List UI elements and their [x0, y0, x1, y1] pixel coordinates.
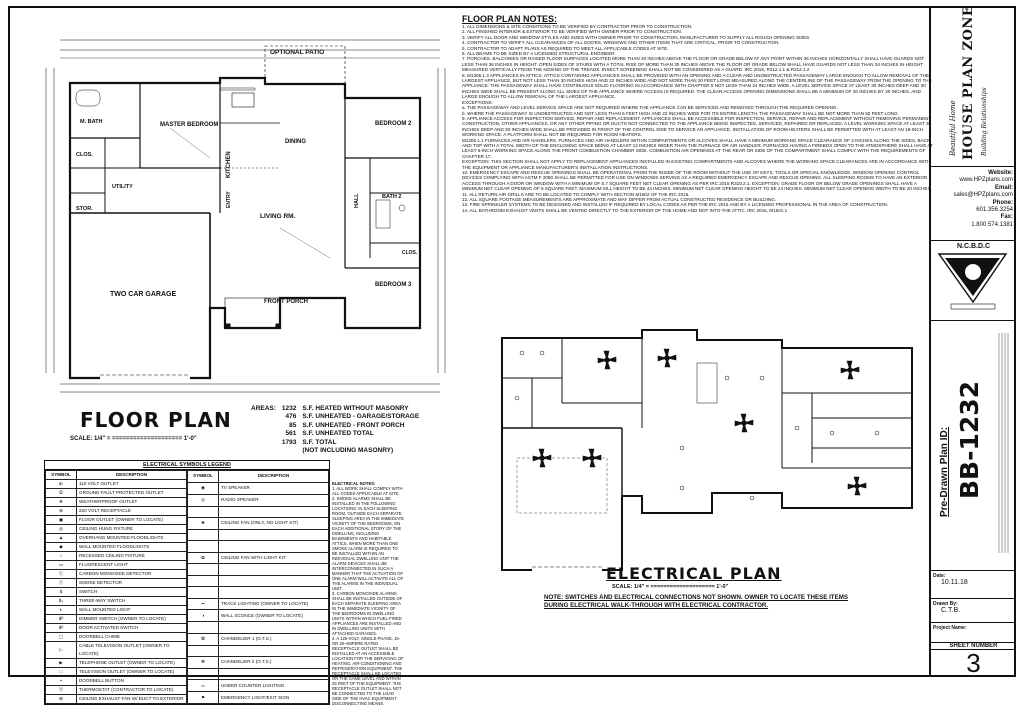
electrical-plan-title: ELECTRICAL PLAN — [606, 564, 782, 583]
legend-title: ELECTRICAL SYMBOLS LEGEND — [45, 461, 329, 470]
legend-row — [46, 543, 187, 552]
legend-symbol-icon — [188, 668, 219, 679]
area-value: 85 — [289, 421, 297, 429]
note-item: 7. PORCHES, BALCONIES OR RAISED FLOOR SURFACES LOCATED MORE THAN 30 INCHES ABOVE THE FLOOR OR GRADE BELOW AT ANY POINT WITHIN 36 INCHES HORIZONTALLY SHALL HAVE GUARDS NOT LESS THAN 36 INCHES IN HEIGHT. OPEN SIDES OF STAIRS WITH A TOTAL RISE OF MORE THAN 30 INCHES ABOVE THE FLOOR OR GRADE BELOW SHALL HAVE GUARDS NOT LESS THAN 34 INCHES IN HEIGHT MEASURED VERTICALLY FROM THE NOSING OF THE TREADS. INSECT SCREENING SHALL NOT BE CONSIDERED AS A GUARD. IRC 2015, R312.1.1 & R312.1.2 — [462, 56, 925, 73]
floor-plan-title: FLOOR PLAN — [80, 408, 232, 432]
legend-symbol-icon: ▲ — [46, 534, 77, 543]
legend-description — [219, 575, 329, 586]
legend-description: WALL SCONCE (OWNER TO LOCATE) — [219, 610, 329, 622]
ncbdc-label: N.C.B.D.C — [956, 243, 991, 250]
legend-description — [219, 645, 329, 656]
legend-symbol-icon: ◉ — [188, 482, 219, 494]
legend-description: DOORBELL BUTTON — [77, 677, 187, 686]
legend-description: OVERHANG MOUNTED FLOODLIGHTS — [77, 534, 187, 543]
legend-symbol-icon: ▭ — [46, 561, 77, 570]
legend-row — [188, 656, 329, 668]
legend-row — [188, 610, 329, 622]
area-desc: S.F. HEATED WITHOUT MASONRY — [302, 405, 409, 412]
legend-symbol-icon: ❀ — [188, 518, 219, 530]
room-entry: ENTRY — [226, 191, 232, 208]
legend-row — [188, 529, 329, 540]
legend-row — [46, 588, 187, 597]
email-label: Email: — [994, 184, 1013, 191]
legend-symbol-icon: ✿ — [188, 552, 219, 564]
drawing-sheet — [8, 5, 1016, 706]
note-item: a. THE PASSAGEWAY AND LEVEL SERVICE SPACE ARE NOT REQUIRED WHERE THE APPLIANCE CAN BE SERVICED AND REMOVED THROUGH THE REQUIRED OPENING. — [462, 105, 838, 111]
legend-symbol-icon: Ⓣ — [46, 686, 77, 695]
room-storage: STOR. — [76, 206, 93, 212]
ncbdc-box — [931, 240, 1016, 320]
room-living: LIVING RM. — [260, 213, 296, 220]
brand-bottom: Building Relationships — [981, 87, 988, 156]
legend-symbol-icon: ○ — [46, 552, 77, 561]
area-desc: S.F. TOTAL — [302, 438, 337, 446]
title-block — [929, 6, 1016, 677]
room-hall: HALL — [354, 193, 360, 208]
note-item: 11. ALL RETURN AIR GRILLS ARE TO BE LOCATED TO COMPLY WITH SECTION M1602 OF THE IRC 2015. — [462, 191, 690, 197]
note-item: 9. APPLIANCE ACCESS FOR INSPECTION SERVICE, REPAIR AND REPLACEMENT. APPLIANCES SHALL BE ACCESSIBLE FOR INSPECTION, SERVICE, REPAIR AND REPLACEMENT WITHOUT REMOVING PERMANENT CONSTRUCTION, OTHER APPLIANCES, OR ANY OTHER PIPING OR DUCTS NOT CONNECTED TO THE APPLIANCE BEING INSPECTED, SERVICED, REPAIRED OR REPLACED. A LEVEL WORKING SPACE AT LEAST 30 INCHES DEEP AND 30 INCHES WIDE SHALL BE PROVIDED IN FRONT OF THE CONTROL SIDE TO SERVICE AN APPLIANCE. INSTALLATION OF ROOM HEATERS SHALL BE PERMITTED WITH AT LEAST AN 18-INCH WORKING SPACE. A PLATFORM SHALL NOT BE REQUIRED FOR ROOM HEATERS. — [462, 115, 932, 138]
legend-description: FLUORESCENT LIGHT — [77, 561, 187, 570]
legend-row — [46, 480, 187, 489]
email-value[interactable]: sales@HPZplans.com — [953, 192, 1013, 199]
note-item: 3. VERIFY ALL DOOR AND WINDOW STYLES AND SIZES WITH OWNER PRIOR TO CONSTRUCTION. MANUFACTURER TO SUPPLY ALL ROUGH OPENING SIZES. — [462, 34, 811, 40]
room-closet-hall: CLOS. — [402, 250, 418, 256]
electrical-notes-title: ELECTRICAL NOTES: — [332, 481, 376, 486]
legend-symbol-icon — [188, 529, 219, 540]
legend-row — [188, 645, 329, 656]
areas-table — [248, 405, 422, 455]
legend-row — [46, 677, 187, 686]
area-value: 1793 — [281, 438, 297, 446]
legend-row — [46, 668, 187, 677]
note-item: 2. ALL FINISHED INTERIOR & EXTERIOR TO BE VERIFIED WITH OWNER PRIOR TO CONSTRUCTION. — [462, 29, 683, 35]
legend-symbol-icon: ❃ — [188, 656, 219, 668]
legend-description: CEILING EXHAUST FAN W/ DUCT TO EXTERIOR — [77, 695, 187, 704]
legend-description: UNDER COUNTER LIGHTING — [219, 680, 329, 692]
legend-symbol-icon — [188, 587, 219, 598]
legend-row — [188, 482, 329, 494]
legend-description — [219, 506, 329, 517]
legend-description: SMOKE DETECTOR — [77, 579, 187, 588]
note-item: EXCEPTIONS: — [462, 99, 493, 105]
legend-symbol-icon: $ — [46, 588, 77, 597]
legend-description: CHANDELIER 1 (O.T.S.) — [219, 633, 329, 645]
legend-symbol-icon: ◆ — [46, 543, 77, 552]
sheet-number-box — [931, 642, 1016, 677]
legend-symbol-icon: ━ — [188, 598, 219, 610]
legend-symbol-icon: ◐ — [46, 606, 77, 615]
drawn-by-value: C.T.B. — [941, 607, 961, 614]
sheet-number: 3 — [966, 648, 981, 678]
area-desc: (NOT INCLUDING MASONRY) — [302, 447, 394, 455]
room-front-porch: FRONT PORCH — [264, 299, 308, 305]
note-item: 10. EMERGENCY ESCAPE AND RESCUE OPENINGS SHALL BE OPERATIONAL FROM THE INSIDE OF THE ROOM WITHOUT THE USE OF KEYS, TOOLS OR SPECIAL KNOWLEDGE. WINDOW OPENING CONTROL DEVICES COMPLYING WITH ASTM F 2090 SHALL BE PERMITTED FOR USE ON WINDOWS SERVING AS A REQUIRED EMERGENCY ESCAPE AND RESCUE OPENING. ALL SLEEPING ROOMS TO HAVE AN EXTERIOR ACCESS THROUGH A DOOR OR WINDOW WITH A MINIMUM OF 5.7 SQUARE FEET NET CLEAR OPENING AS PER IRC 2015 R310.2.1. EXCEPTION: GRADE FLOOR OR BELOW GRADE OPENINGS SHALL HAVE A MINIMUM NET CLEAR OPENING OF 5 SQUARE FEET. MAXIMUM SILL HEIGHT TO BE 44 INCHES. MINIMUM NET CLEAR OPENING HEIGHT TO BE 24 INCHES. MINIMUM NET CLEAR OPENING WIDTH TO BE 20 INCHES. — [462, 169, 932, 192]
legend-row — [46, 489, 187, 498]
plan-id-label: Pre-Drawn Plan ID: — [939, 426, 950, 517]
brand-name: HOUSE PLAN ZONE — [961, 5, 976, 160]
legend-description: GROUND FAULT PROTECTED OUTLET — [77, 489, 187, 498]
room-optional-patio: OPTIONAL PATIO — [270, 49, 325, 56]
note-item: 1. ALL DIMENSIONS & SITE CONDITIONS TO BE VERIFIED BY CONTRACTOR PRIOR TO CONSTRUCTION. — [462, 24, 693, 29]
note-item: 13. FIRE SPRINKLER SYSTEMS TO BE DESIGNED AND INSTALLED IF REQUIRED BY LOCAL CODES AS PER THE IRC 2015 AND BY A LICENSED PROFESSIONAL IN THE AREA OF CONSTRUCTION. — [462, 202, 889, 208]
legend-row — [46, 642, 187, 659]
legend-row — [46, 615, 187, 624]
electrical-note: 4. A 125-VOLT, SINGLE PHASE, 15-OR 20-AMPERE RATED RECEPTACLE OUTLET SHALL BE INSTALLED AT AN ACCESSIBLE LOCATION FOR THE SERVICING OF HEATING, AIR-CONDITIONING AND REFRIGERATION EQUIPMENT. THE RECEPTACLE SHALL BE LOCATED ON THE SAME LEVEL AND WITHIN 25 FEET OF THE EQUIPMENT. THE RECEPTACLE OUTLET SHALL NOT BE CONNECTED TO THE LOAD SIDE OF THE HVAC EQUIPMENT DISCONNECTING MEANS. — [332, 636, 404, 706]
room-two-car-garage: TWO CAR GARAGE — [110, 291, 177, 298]
legend-symbol-icon: $ᴰ — [46, 615, 77, 624]
area-desc: S.F. UNHEATED TOTAL — [302, 430, 374, 438]
legend-row — [188, 598, 329, 610]
legend-symbol-icon: ═ — [188, 680, 219, 692]
project-name-label: Project Name: — [933, 625, 967, 631]
fax-value: 1.800.574.1381 — [971, 221, 1013, 228]
legend-row — [188, 633, 329, 645]
legend-row — [188, 692, 329, 704]
legend-symbol-icon: ⊞ — [46, 695, 77, 704]
drawn-by-label: Drawn By: — [933, 601, 958, 607]
note-item: M1305.1.1 FURNACES AND AIR HANDLERS. FURNACES AND AIR HANDLERS WITHIN COMPARTMENTS OR ALCOVES SHALL HAVE A MINIMUM WORKING SPACE CLEARANCE OF 3 INCHES ALONG THE SIDES, BACK AND TOP WITH A TOTAL WIDTH OF THE ENCLOSING SPACE BEING AT LEAST 12 INCHES WIDER THAN THE FURNACE OR AIR HANDLER. FURNACES HAVING A FIREBOX OPEN TO THE ATMOSPHERE SHALL HAVE AT LEAST 6-INCH WORKING SPACE ALONG THE FRONT COMBUSTION CHAMBER SIDE. COMBUSTION AIR OPENINGS AT THE REAR OR SIDE OF THE COMPARTMENT SHALL COMPLY WITH THE REQUIREMENTS OF CHAPTER 17. — [462, 137, 933, 159]
legend-symbol-icon — [188, 564, 219, 575]
legend-description: 110 VOLT OUTLET — [77, 480, 187, 489]
plan-id-value: BB-1232 — [955, 380, 984, 499]
note-item: 5. CONTRACTOR TO ADAPT PLANS AS REQUIRED TO MEET ALL APPLICABLE CODES AT SITE. — [462, 45, 669, 51]
legend-row — [46, 695, 187, 704]
legend-description — [219, 564, 329, 575]
legend-row — [46, 659, 187, 668]
areas-heading: AREAS: — [251, 405, 276, 412]
legend-symbol-icon: ◎ — [46, 525, 77, 534]
legend-symbol-icon — [188, 645, 219, 656]
electrical-plan-drawing — [482, 308, 932, 576]
copyright-block — [997, 333, 1011, 553]
phone-label: Phone: — [992, 199, 1013, 206]
legend-row — [46, 561, 187, 570]
sheet-label: SHEET NUMBER — [931, 643, 1016, 650]
legend-symbol-icon: Ⓢ — [46, 579, 77, 588]
legend-description: TELEVISION OUTLET (OWNER TO LOCATE) — [77, 668, 187, 677]
legend-row — [46, 624, 187, 633]
date-value: 10.11.18 — [941, 579, 968, 586]
legend-row — [188, 668, 329, 679]
area-desc: S.F. UNHEATED - FRONT PORCH — [302, 421, 405, 429]
legend-right-table — [187, 470, 329, 704]
legend-description: DIMMER SWITCH (OWNER TO LOCATE) — [77, 615, 187, 624]
legend-symbol-icon: ▣ — [46, 516, 77, 525]
legend-description: RADIO SPEAKER — [219, 494, 329, 506]
legend-row — [188, 506, 329, 517]
note-item: 14. ALL BATHROOM EXHAUST VENTS SHALL BE VENTED DIRECTLY TO THE EXTERIOR OF THE HOME AND NOT INTO THE ATTIC. IRC 2015, M1501.1 — [462, 207, 788, 213]
legend-row — [188, 518, 329, 530]
legend-description: TV SPEAKER — [219, 482, 329, 494]
legend-col-symbol: SYMBOL — [188, 471, 219, 483]
legend-description — [219, 622, 329, 633]
room-bath-2: BATH 2 — [382, 194, 402, 200]
legend-symbol-icon — [188, 575, 219, 586]
legend-row — [46, 507, 187, 516]
legend-symbol-icon: ▢ — [46, 633, 77, 642]
notes-title: FLOOR PLAN NOTES: — [462, 14, 557, 24]
legend-description — [219, 541, 329, 552]
electrical-notes — [332, 481, 404, 706]
legend-description: DOOR ACTIVATED SWITCH — [77, 624, 187, 633]
room-closet-master: CLOS. — [76, 152, 93, 158]
legend-symbol-icon: ⦺ — [46, 498, 77, 507]
room-utility: UTILITY — [112, 184, 133, 190]
floor-plan-scale: SCALE: 1/4" = ==================== 1'-0" — [70, 436, 197, 442]
legend-row — [46, 552, 187, 561]
legend-symbol-icon: ▶ — [46, 659, 77, 668]
legend-description: CEILING FAN (ONLY, NO LIGHT KIT) — [219, 518, 329, 530]
legend-symbol-icon: ◑ — [188, 610, 219, 622]
legend-symbol-icon: $₃ — [46, 597, 77, 606]
room-bedroom-3: BEDROOM 3 — [375, 282, 412, 288]
room-m-bath: M. BATH — [80, 119, 103, 125]
legend-row — [46, 498, 187, 507]
electrical-legend — [44, 460, 330, 705]
legend-row — [188, 575, 329, 586]
legend-row — [46, 570, 187, 579]
date-box — [931, 570, 1016, 598]
electrical-plan-note: NOTE: SWITCHES AND ELECTRICAL CONNECTIONS NOT SHOWN. OWNER TO LOCATE THESE ITEMS DURING ELECTRICAL WALK-THROUGH WITH ELECTRICAL CONTRACTOR. — [544, 594, 848, 609]
legend-row — [188, 680, 329, 692]
legend-symbol-icon: ⚑ — [188, 692, 219, 704]
room-kitchen: KITCHEN — [226, 151, 232, 178]
legend-row — [188, 494, 329, 506]
legend-symbol-icon: ⦷ — [46, 489, 77, 498]
brand-top: Beautiful Home — [949, 100, 957, 156]
area-desc: S.F. UNHEATED - GARAGE/STORAGE — [302, 413, 420, 421]
date-label: Date: — [933, 573, 946, 579]
note-item: 12. ALL SQUARE FOOTAGE MEASUREMENTS ARE APPROXIMATE AND MAY DIFFER FROM ACTUAL CONSTRUCTED RESIDENCE OR BUILDING. — [462, 197, 777, 202]
legend-description: SWITCH — [77, 588, 187, 597]
legend-description: DOORBELL CHIME — [77, 633, 187, 642]
area-value: 1232 — [281, 405, 297, 412]
room-bedroom-2: BEDROOM 2 — [375, 121, 412, 127]
legend-row — [188, 541, 329, 552]
legend-symbol-icon: $ᴰ — [46, 624, 77, 633]
legend-description: 220 VOLT RECEPTACLE — [77, 507, 187, 516]
legend-row — [46, 633, 187, 642]
legend-description — [219, 668, 329, 679]
legend-row — [46, 516, 187, 525]
legend-col-desc: DESCRIPTION — [77, 471, 187, 480]
legend-description — [219, 529, 329, 540]
brand-logo — [931, 6, 1016, 166]
legend-row — [46, 606, 187, 615]
legend-description: FLOOR OUTLET (OWNER TO LOCATE) — [77, 516, 187, 525]
legend-description: CARBON MONOXIDE DETECTOR — [77, 570, 187, 579]
legend-row — [46, 597, 187, 606]
electrical-plan-scale: SCALE: 1/4" = ==================== 1'-0" — [612, 584, 729, 590]
legend-description: TELEPHONE OUTLET (OWNER TO LOCATE) — [77, 659, 187, 668]
legend-symbol-icon: ▷ — [46, 642, 77, 659]
legend-row — [188, 622, 329, 633]
legend-symbol-icon — [188, 506, 219, 517]
legend-description: THERMOSTAT (CONTRACTOR TO LOCATE) — [77, 686, 187, 695]
website-label: Website: — [988, 170, 1013, 176]
legend-symbol-icon: □ — [46, 668, 77, 677]
website-value[interactable]: www.HPZplans.com — [959, 177, 1013, 184]
legend-description: WALL MOUNTED LIGHT — [77, 606, 187, 615]
fax-label: Fax: — [1000, 214, 1013, 221]
legend-symbol-icon: ⦶ — [46, 480, 77, 489]
contact-box — [931, 166, 1016, 240]
drawn-by-box — [931, 598, 1016, 622]
legend-description — [219, 587, 329, 598]
plan-id-box — [931, 320, 1016, 570]
floor-plan-drawing — [40, 28, 450, 398]
electrical-note: 1. ALL WORK SHALL COMPLY WITH ALL CODES APPLICABLE AT SITE. — [332, 486, 403, 496]
legend-symbol-icon — [188, 541, 219, 552]
legend-description: CHANDELIER 2 (O.T.S.) — [219, 656, 329, 668]
legend-description: WALL MOUNTED FLOODLIGHTS — [77, 543, 187, 552]
room-master-bedroom: MASTER BEDROOM — [160, 122, 219, 128]
legend-row — [188, 564, 329, 575]
note-item: b. WHERE THE PASSAGEWAY IS UNOBSTRUCTED AND NOT LESS THAN 6 FEET HIGH AND 22 INCHES WIDE FOR ITS ENTIRE LENGTH, THE PASSAGEWAY SHALL BE NOT MORE THAN 50 FEET LONG. — [462, 110, 899, 116]
legend-description: CEILING FAN WITH LIGHT KIT — [219, 552, 329, 564]
legend-row — [188, 587, 329, 598]
legend-row — [46, 525, 187, 534]
legend-row — [188, 552, 329, 564]
electrical-note: 2. SMOKE ALARMS SHALL BE INSTALLED IN THE FOLLOWING LOCATIONS: IN EACH SLEEPING ROOM, OUTSIDE EACH SEPARATE SLEEPING AREA IN THE IMMEDIATE VICINITY OF THE BEDROOMS, ON EACH ADDITIONAL STORY OF THE DWELLING, INCLUDING BASEMENTS AND HABITABLE ATTICS. WHEN MORE THAN ONE SMOKE ALARM IS REQUIRED TO BE INSTALLED WITHIN AN INDIVIDUAL DWELLING UNIT THE ALARM DEVICES SHALL BE INTERCONNECTED IN SUCH A MANNER THAT THE ACTUATION OF ONE ALARM WILL ACTIVATE ALL OF THE ALARMS IN THE INDIVIDUAL UNIT. — [332, 496, 404, 591]
legend-description: TRACK LIGHTING (OWNER TO LOCATE) — [219, 598, 329, 610]
note-item: 6. ALL BEAMS TO BE SIZED BY A LICENSED STRUCTURAL ENGINEER. — [462, 51, 616, 57]
ncbdc-logo — [931, 250, 1014, 314]
legend-description: THREE-WAY SWITCH — [77, 597, 187, 606]
project-name-box — [931, 622, 1016, 642]
legend-row — [46, 686, 187, 695]
legend-description: EMERGENCY LIGHT/EXIT SIGN — [219, 692, 329, 704]
notes-list — [462, 24, 936, 213]
legend-col-symbol: SYMBOL — [46, 471, 77, 480]
electrical-note: 3. CARBON MONOXIDE ALARMS SHALL BE INSTALLED OUTSIDE OF EACH SEPARATE SLEEPING AREA IN THE IMMEDIATE VICINITY OF THE BEDROOMS IN DWELLING UNITS WITHIN WHICH FUEL-FIRED APPLIANCES ARE INSTALLED AND IN DWELLING UNITS WITH ATTACHED GARAGES. — [332, 591, 403, 636]
area-value: 561 — [285, 430, 297, 438]
legend-left-table — [45, 470, 187, 704]
legend-row — [46, 534, 187, 543]
legend-symbol-icon: Ⓒ — [46, 570, 77, 579]
room-dining: DINING — [285, 139, 306, 145]
legend-symbol-icon: ◎ — [188, 494, 219, 506]
legend-symbol-icon: ⊕ — [46, 507, 77, 516]
legend-row — [46, 579, 187, 588]
note-item: 8. M1305.1.3 APPLIANCES IN ATTICS. ATTICS CONTAINING APPLIANCES SHALL BE PROVIDED WITH AN OPENING AND A CLEAR AND UNOBSTRUCTED PASSAGEWAY LARGE ENOUGH TO ALLOW REMOVAL OF THE LARGEST APPLIANCE, BUT NOT LESS THAN 30 INCHES HIGH AND 22 INCHES WIDE AND NOT MORE THAN 20 FEET LONG MEASURED ALONG THE CENTERLINE OF THE PASSAGEWAY FROM THE OPENING TO THE APPLIANCE. THE PASSAGEWAY SHALL HAVE CONTINUOUS SOLID FLOORING IN ACCORDANCE WITH CHAPTER 5 NOT LESS THAN 24 INCHES WIDE. A LEVEL SERVICE SPACE AT LEAST 30 INCHES DEEP AND 30 INCHES WIDE SHALL BE PRESENT ALONG ALL SIDES OF THE APPLIANCE WHERE ACCESS IS REQUIRED. THE CLEAR ACCESS OPENING DIMENSIONS SHALL BE A MINIMUM OF 20 INCHES BY 30 INCHES, AND LARGE ENOUGH TO ALLOW REMOVAL OF THE LARGEST APPLIANCE. — [462, 72, 932, 100]
legend-symbol-icon: ❂ — [188, 633, 219, 645]
legend-description: WEATHERPROOF OUTLET — [77, 498, 187, 507]
legend-col-desc: DESCRIPTION — [219, 471, 329, 483]
legend-symbol-icon: • — [46, 677, 77, 686]
legend-description: RECESSED CEILING FIXTURE — [77, 552, 187, 561]
note-item: EXCEPTION: THIS SECTION SHALL NOT APPLY TO REPLACEMENT APPLIANCES INSTALLED IN EXISTING COMPARTMENTS AND ALCOVES WHERE THE WORKING SPACE CLEARANCES ARE IN ACCORDANCE WITH THE EQUIPMENT OR APPLIANCE MANUFACTURER'S INSTALLATION INSTRUCTIONS. — [462, 159, 931, 170]
legend-description: CEILING HUNG FIXTURE — [77, 525, 187, 534]
area-value: 476 — [285, 413, 297, 421]
area-value — [279, 447, 299, 455]
floor-plan-notes — [462, 14, 936, 213]
note-item: 4. CONTRACTOR TO VERIFY ALL CLEARANCES OF ALL DOORS, WINDOWS AND OTHER ITEMS THAT ARE CRITICAL, PRIOR TO CONSTRUCTION. — [462, 40, 780, 46]
legend-description: CABLE TELEVISION OUTLET (OWNER TO LOCATE) — [77, 642, 187, 659]
phone-value: 601.356.3254 — [976, 207, 1013, 214]
legend-symbol-icon — [188, 622, 219, 633]
